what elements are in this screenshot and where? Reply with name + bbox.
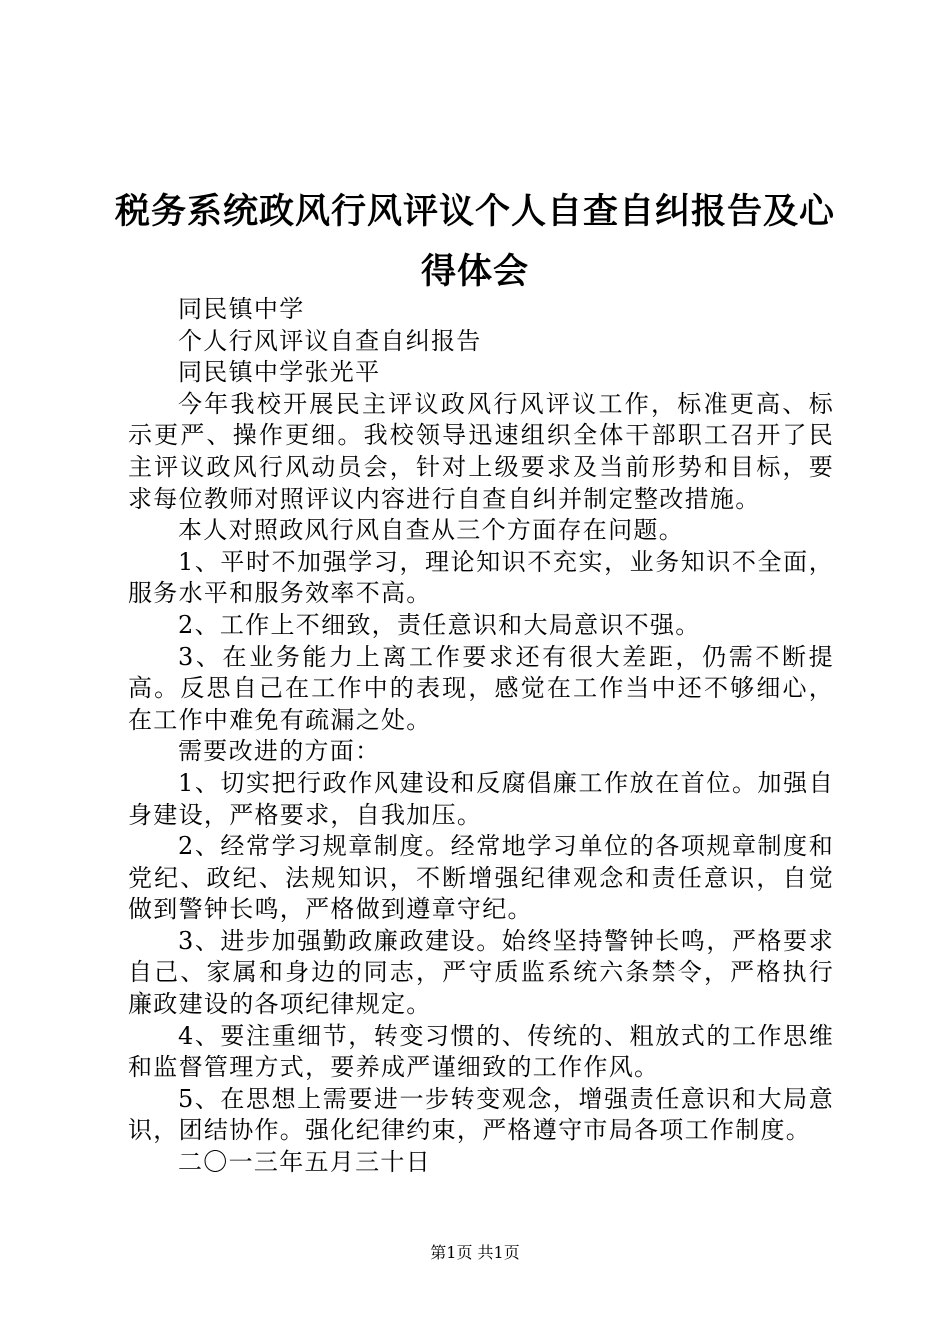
paragraph-improvement-3: 3、进步加强勤政廉政建设。始终坚持警钟长鸣，严格要求自己、家属和身边的同志，严守质监系统六条禁令，严格执行廉政建设的各项纪律规定。 xyxy=(128,926,834,1019)
paragraph-author: 同民镇中学张光平 xyxy=(178,358,381,387)
paragraph-problem-1: 1、平时不加强学习，理论知识不充实，业务知识不全面，服务水平和服务效率不高。 xyxy=(128,547,834,608)
paragraph-improvement-1: 1、切实把行政作风建设和反腐倡廉工作放在首位。加强自身建设，严格要求，自我加压。 xyxy=(128,768,834,829)
document-body xyxy=(128,294,834,1179)
paragraph-improvement-5: 5、在思想上需要进一步转变观念，增强责任意识和大局意识，团结协作。强化纪律约束，严格遵守市局各项工作制度。 xyxy=(128,1084,834,1145)
paragraph-intro: 今年我校开展民主评议政风行风评议工作，标准更高、标示更严、操作更细。我校领导迅速组织全体干部职工召开了民主评议政风行风动员会，针对上级要求及当前形势和目标，要求每位教师对照评议内容进行自查自纠并制定整改措施。 xyxy=(128,389,834,513)
paragraph-school: 同民镇中学 xyxy=(178,295,305,323)
paragraph-problems-heading: 本人对照政风行风自查从三个方面存在问题。 xyxy=(178,516,684,545)
paragraph-problem-3: 3、在业务能力上离工作要求还有很大差距，仍需不断提高。反思自己在工作中的表现，感觉在工作当中还不够细心，在工作中难免有疏漏之处。 xyxy=(128,642,834,734)
document-title: 税务系统政风行风评议个人自查自纠报告及心得体会 xyxy=(114,192,835,292)
paragraph-improvement-2: 2、经常学习规章制度。经常地学习单位的各项规章制度和党纪、政纪、法规知识，不断增强纪律观念和责任意识，自觉做到警钟长鸣，严格做到遵章守纪。 xyxy=(128,832,834,924)
paragraph-date: 二〇一三年五月三十日 xyxy=(178,1148,431,1177)
paragraph-problem-2: 2、工作上不细致，责任意识和大局意识不强。 xyxy=(178,610,701,639)
paragraph-improvements-heading: 需要改进的方面： xyxy=(178,737,381,766)
paragraph-improvement-4: 4、要注重细节，转变习惯的、传统的、粗放式的工作思维和监督管理方式，要养成严谨细致的工作作风。 xyxy=(128,1021,834,1082)
paragraph-report-title: 个人行风评议自查自纠报告 xyxy=(178,326,482,355)
page-footer: 第1页 共1页 xyxy=(430,1243,520,1262)
